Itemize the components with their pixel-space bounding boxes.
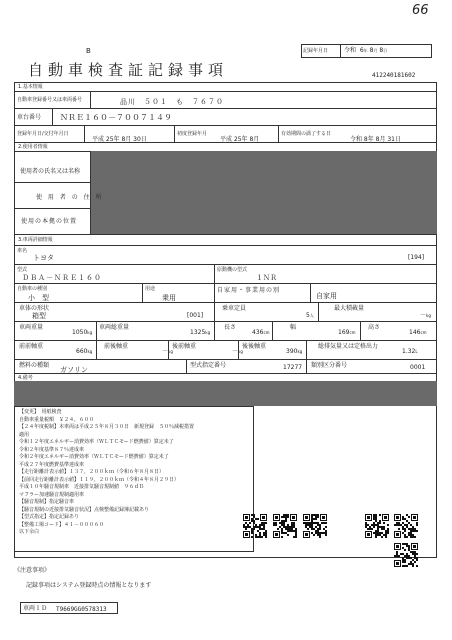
expiry-label: 有効期間の満了する日	[281, 131, 332, 137]
base-location-label: 使用の本拠の位置	[21, 218, 78, 225]
note-line: 令和２年度エネルギー消費効率（ＷＬＴＣモード燃費値）算定未了	[19, 454, 169, 460]
max-load-label: 最大積載量	[334, 305, 365, 312]
model-label: 型式	[17, 267, 28, 273]
model: ＤＢＡ－ＮＲＥ１６０	[22, 274, 102, 282]
note-line: 令和２年度基準８７％達成車	[19, 446, 85, 453]
qr-code-1	[243, 514, 267, 538]
business-label: 自家用・事業用の別	[217, 287, 281, 294]
note-line: 【騒音規制】指定騒音車	[19, 499, 75, 505]
gross-weight-label: 車両総重量	[99, 324, 130, 331]
front-rear-axle: －kg	[162, 348, 173, 355]
redacted-user-info	[91, 151, 437, 234]
business-type: 自家用	[316, 292, 337, 300]
note-line: 平成２７年度燃費基準達成車	[19, 461, 85, 468]
displacement-label: 総排気量又は定格出力	[318, 343, 379, 350]
make-code: [194]	[408, 254, 425, 261]
note-line: 【前回走行距離計表示値】１１９，２００ｋｍ（令和４年８月２９日）	[19, 476, 180, 483]
qr-code-4	[365, 514, 389, 538]
make-label: 車名	[17, 248, 28, 254]
first-reg-date: 平成 25年 8月	[220, 136, 260, 143]
front-front-axle-label: 前前軸重	[19, 343, 44, 350]
width: 169cm	[338, 329, 356, 336]
note-line: マフラー加速騒音規制適用車	[19, 491, 85, 498]
reg-number: 品川 ５０１ も ７６７０	[120, 98, 224, 106]
note-line: 平成１０年騒音規制車 近接排気騒音規制値 ９６ｄＢ	[19, 484, 145, 490]
vehicle-id: T9669GG0578313	[56, 606, 107, 613]
vehicle-weight-label: 車両重量	[19, 324, 44, 331]
note-line: 適用	[19, 431, 30, 438]
qr-code-2	[273, 514, 297, 538]
redacted-notes-band	[14, 381, 437, 406]
page-title: 自動車検査証記録事項	[28, 61, 229, 79]
category-label: 類別区分番号	[311, 362, 348, 369]
chassis-number: ＮＲＥ１６０－７００７１４９	[60, 113, 172, 122]
length: 436cm	[252, 329, 270, 336]
model-cert-number: 17277	[283, 364, 303, 371]
rear-front-axle-label: 後前軸重	[172, 343, 197, 350]
notice-text: 記録事項はシステム登録時点の情報となります	[26, 582, 152, 589]
qr-code-5	[394, 514, 418, 538]
reg-date: 平成 25年 8月 30日	[92, 136, 147, 143]
note-line: 【走行距離計表示値】１３７，２００ｋｍ（令和６年８月８日）	[19, 469, 165, 475]
note-line: 【２４年度税制】本車両は平成２５年８月３０日 新規登録 ５０％減税措置	[19, 424, 195, 430]
reg-number-label: 自動車登録番号又は車両番号	[17, 97, 83, 103]
rear-rear-axle: 390kg	[286, 348, 303, 355]
note-line: 【型式指定】指定記録あり	[19, 514, 80, 520]
engine: １ＮＲ	[256, 274, 277, 282]
use-label: 用途	[145, 286, 156, 292]
body-shape-code: [001]	[187, 312, 204, 319]
serial-number: 412240181602	[372, 72, 416, 79]
reg-date-label: 登録年月日/交付年月日	[17, 131, 69, 137]
first-reg-label: 初度登録年月	[177, 131, 208, 137]
body-shape: 箱型	[32, 312, 46, 320]
vehicle-type: 小 型	[28, 294, 49, 302]
note-line: 自動車重量税額 ￥２４，６００	[19, 416, 95, 423]
note-line: 以下余白	[19, 529, 40, 535]
vehicle-weight: 1050kg	[72, 329, 93, 336]
height: 146cm	[409, 329, 427, 336]
use: 乗用	[162, 294, 176, 302]
note-line: 令和１２年度エネルギー消費効率（ＷＬＴＣモード燃費値）算定未了	[19, 439, 174, 445]
make: トヨタ	[33, 254, 54, 262]
note-line: 【変更】 用紙検査	[19, 409, 62, 415]
length-label: 長さ	[224, 324, 237, 331]
section-notes-header: 4.備考	[18, 375, 33, 381]
height-label: 高さ	[368, 324, 381, 331]
gross-weight: 1325kg	[190, 329, 211, 336]
max-load: －kg	[420, 312, 431, 319]
section-vehicle-header: 3.車両詳細情報	[18, 237, 53, 243]
user-name-label: 使用者の氏名又は名称	[20, 168, 81, 175]
front-rear-axle-label: 前後軸重	[104, 343, 129, 350]
section-basic-header: 1.基本情報	[18, 84, 43, 90]
rear-front-axle: －kg	[232, 348, 243, 355]
expiry-date: 令和 8年 8月 31日	[350, 136, 401, 143]
record-date: 令和 6年 8月 8日	[344, 47, 388, 54]
capacity: 5人	[306, 312, 314, 319]
body-shape-label: 車体の形状	[19, 305, 50, 312]
capacity-label: 乗車定員	[222, 305, 247, 312]
notes-list	[19, 409, 251, 537]
form-code: B	[86, 47, 91, 55]
vehicle-type-label: 自動車の種別	[17, 286, 48, 292]
note-line: 【騒音規制の近接排気騒音状況】点検整備記録簿記載あり	[19, 506, 150, 513]
chassis-label: 車台番号	[17, 114, 42, 121]
user-address-label: 使 用 者 の 住 所	[36, 194, 104, 201]
section-user-header: 2.使用者情報	[18, 144, 48, 150]
note-line: 【整備工場コード】４１－０００６０	[19, 521, 105, 528]
model-cert-label: 型式指定番号	[190, 362, 227, 369]
record-date-label: 記録年月日	[303, 48, 329, 54]
notice-title: 《注意事項》	[14, 567, 51, 574]
rear-rear-axle-label: 後後軸重	[242, 343, 267, 350]
engine-label: 原動機の型式	[217, 267, 248, 273]
fuel-type: ガソリン	[60, 366, 88, 374]
vehicle-id-label: 車両ＩＤ	[23, 605, 48, 612]
qr-code-3	[303, 514, 327, 538]
handwritten-page-number: 66	[412, 3, 429, 18]
category-number: 0001	[410, 364, 426, 371]
width-label: 幅	[290, 324, 297, 331]
front-front-axle: 660kg	[76, 348, 93, 355]
fuel-label: 燃料の種類	[19, 362, 50, 369]
displacement: 1.32L	[402, 348, 418, 355]
qr-code-6	[394, 543, 418, 567]
